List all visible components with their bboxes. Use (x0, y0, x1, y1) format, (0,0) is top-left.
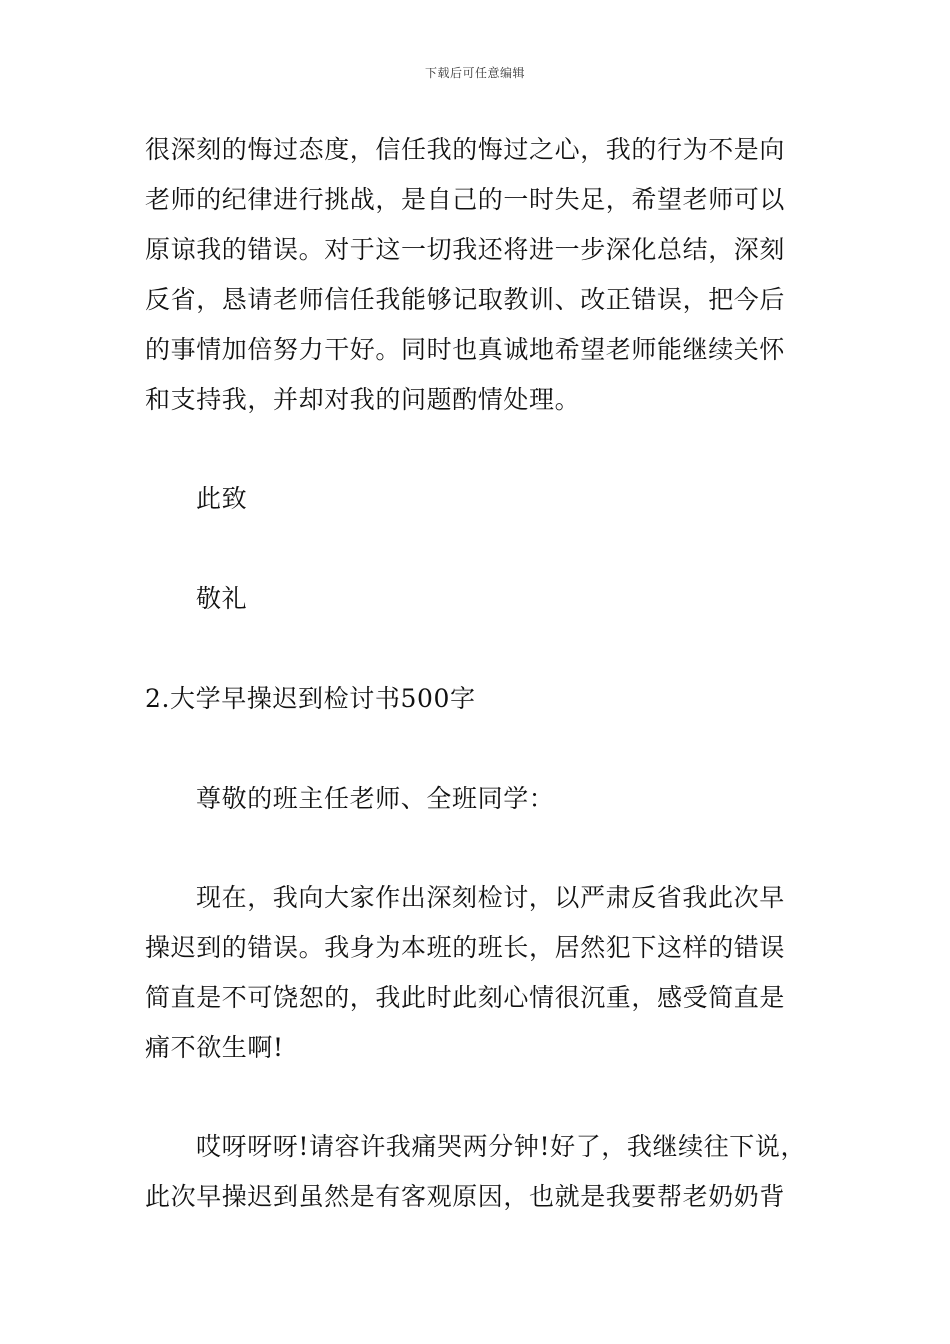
body-line: 操迟到的错误。我身为本班的班长，居然犯下这样的错误 (145, 933, 786, 962)
closing-salutation: 此致 (196, 484, 248, 513)
body-line: 此次早操迟到虽然是有客观原因，也就是我要帮老奶奶背 (145, 1182, 786, 1211)
letter-greeting: 尊敬的班主任老师、全班同学： (196, 784, 555, 813)
body-line: 和支持我，并却对我的问题酌情处理。 (145, 385, 581, 414)
body-line: 的事情加倍努力干好。同时也真诚地希望老师能继续关怀 (145, 335, 786, 364)
section-heading: 2.大学早操迟到检讨书500字 (145, 684, 476, 713)
closing-regards: 敬礼 (196, 584, 248, 613)
body-line: 哎呀呀呀!请容许我痛哭两分钟!好了，我继续往下说， (196, 1132, 807, 1161)
page-header: 下载后可任意编辑 (424, 66, 525, 80)
body-line: 老师的纪律进行挑战，是自己的一时失足，希望老师可以 (145, 185, 786, 214)
body-line: 现在，我向大家作出深刻检讨，以严肃反省我此次早 (196, 883, 785, 912)
body-line: 反省，恳请老师信任我能够记取教训、改正错误，把今后 (145, 285, 786, 314)
body-line: 原谅我的错误。对于这一切我还将进一步深化总结，深刻 (145, 235, 786, 264)
body-line: 很深刻的悔过态度，信任我的悔过之心，我的行为不是向 (145, 135, 786, 164)
body-line: 痛不欲生啊! (145, 1033, 284, 1062)
body-line: 简直是不可饶恕的，我此时此刻心情很沉重，感受简直是 (145, 983, 786, 1012)
